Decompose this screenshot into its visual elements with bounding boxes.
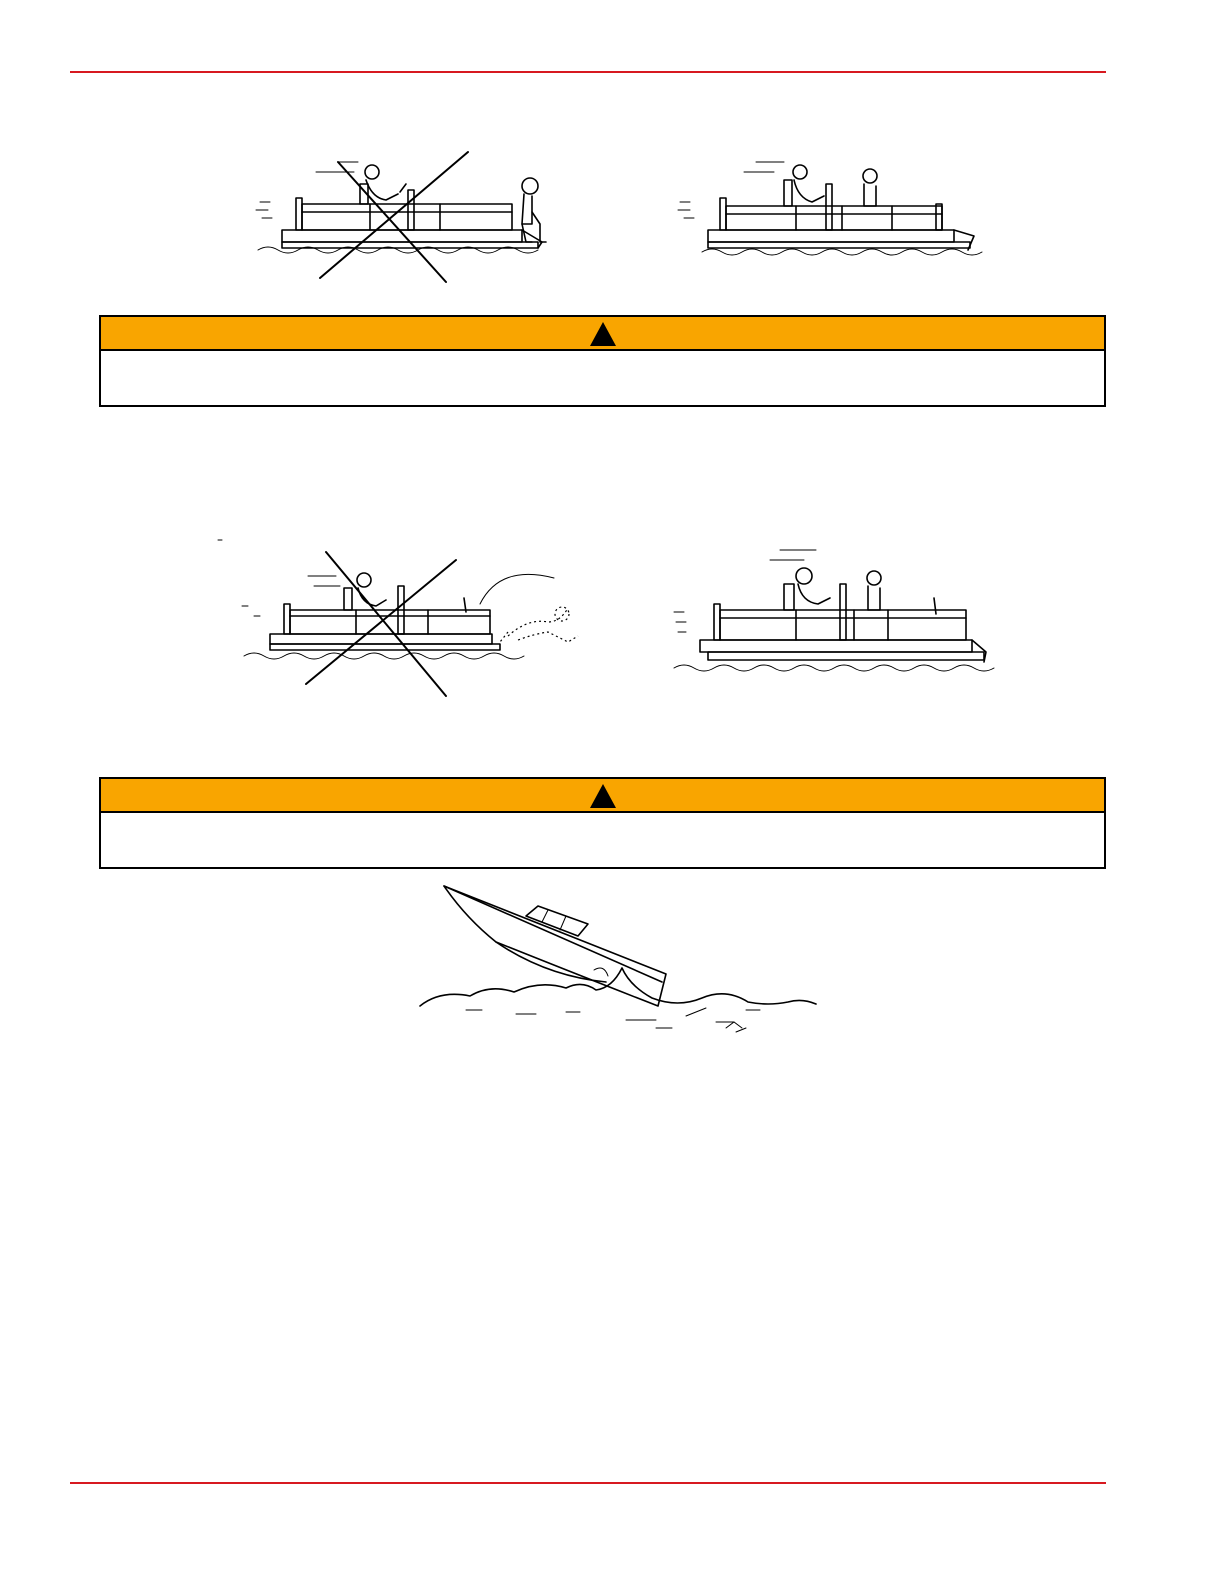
figure-passenger-seated-correct xyxy=(676,150,996,270)
figure-passenger-seated-inside-correct xyxy=(672,544,1012,684)
figure-passenger-on-bow-incorrect xyxy=(250,150,580,290)
warning-text xyxy=(101,813,1104,867)
warning-triangle-icon xyxy=(589,783,617,809)
speedboat-drawing xyxy=(444,886,666,1006)
warning-triangle-icon xyxy=(589,321,617,347)
warning-box xyxy=(99,777,1106,869)
header-rule xyxy=(70,71,1106,73)
footer-rule xyxy=(70,1482,1106,1484)
figure-passenger-thrown-incorrect xyxy=(218,536,598,706)
falling-passenger-figure xyxy=(480,574,578,642)
warning-box xyxy=(99,315,1106,407)
pontoon-boat-drawing xyxy=(256,162,542,253)
warning-text xyxy=(101,351,1104,405)
wave-water-drawing xyxy=(420,968,816,1032)
warning-header xyxy=(101,779,1104,813)
warning-header xyxy=(101,317,1104,351)
figure-speedboat-wave-jump xyxy=(416,882,796,1042)
cross-out-mark xyxy=(306,552,456,696)
